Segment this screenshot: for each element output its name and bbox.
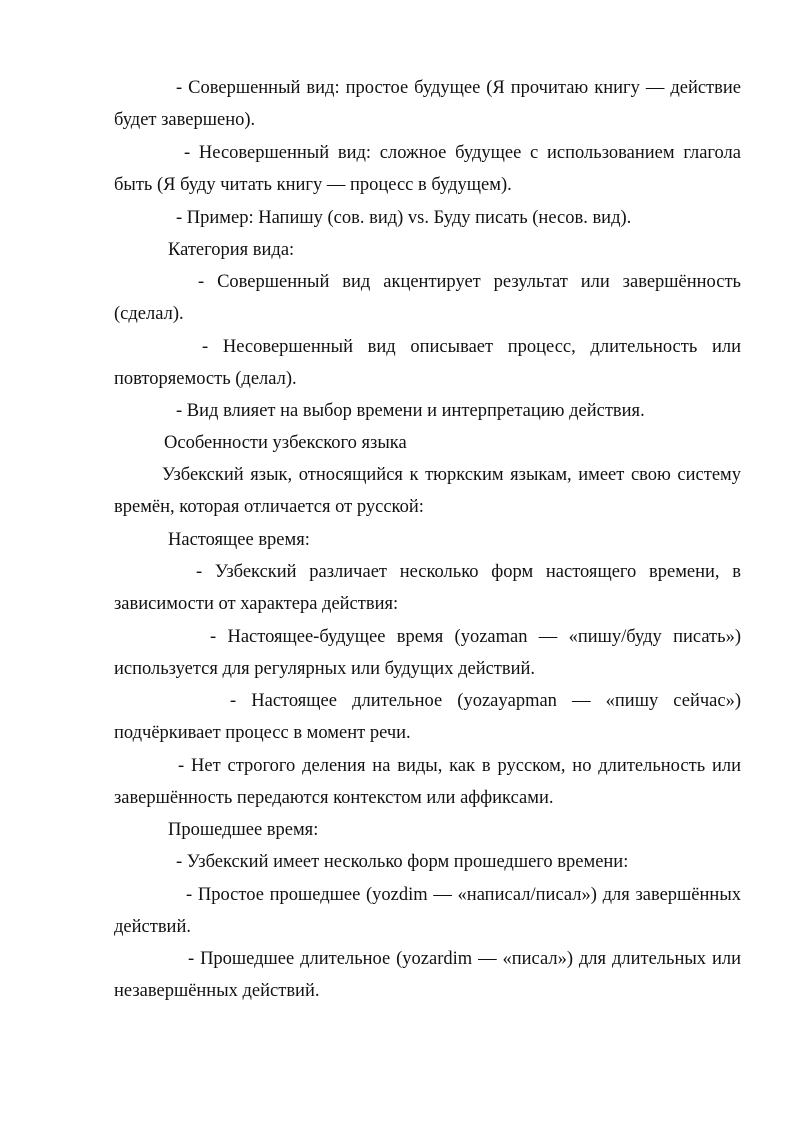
paragraph: - Несовершенный вид описывает процесс, длительность или повторяемость (делал). — [114, 337, 741, 390]
paragraph: - Прошедшее длительное (yozardim — «писал») для длительных или незавершённых действий. — [114, 949, 741, 1002]
section-heading: Особенности узбекского языка — [164, 433, 407, 453]
section-heading: Прошедшее время: — [168, 820, 319, 840]
paragraph: - Настоящее-будущее время (yozaman — «пишу/буду писать») используется для регулярных или будущих действий. — [114, 627, 741, 680]
paragraph: - Вид влияет на выбор времени и интерпретацию действия. — [176, 401, 645, 421]
paragraph: - Совершенный вид: простое будущее (Я прочитаю книгу — действие будет завершено). — [114, 78, 741, 131]
paragraph: - Настоящее длительное (yozayapman — «пишу сейчас») подчёркивает процесс в момент речи. — [114, 691, 741, 744]
paragraph: - Узбекский различает несколько форм настоящего времени, в зависимости от характера действия: — [114, 562, 741, 615]
paragraph: Узбекский язык, относящийся к тюркским языкам, имеет свою систему времён, которая отличается от русской: — [114, 465, 741, 518]
section-heading: Категория вида: — [168, 240, 295, 260]
paragraph: - Простое прошедшее (yozdim — «написал/писал») для завершённых действий. — [114, 885, 741, 938]
paragraph: - Совершенный вид акцентирует результат или завершённость (сделал). — [114, 272, 741, 325]
paragraph: - Несовершенный вид: сложное будущее с использованием глагола быть (Я буду читать книгу — процесс в будущем). — [114, 143, 741, 196]
paragraph: - Нет строгого деления на виды, как в русском, но длительность или завершённость передаются контекстом или аффиксами. — [114, 756, 741, 809]
paragraph: - Узбекский имеет несколько форм прошедшего времени: — [176, 852, 629, 872]
paragraph: - Пример: Напишу (сов. вид) vs. Буду писать (несов. вид). — [176, 208, 632, 228]
section-heading: Настоящее время: — [168, 530, 310, 550]
